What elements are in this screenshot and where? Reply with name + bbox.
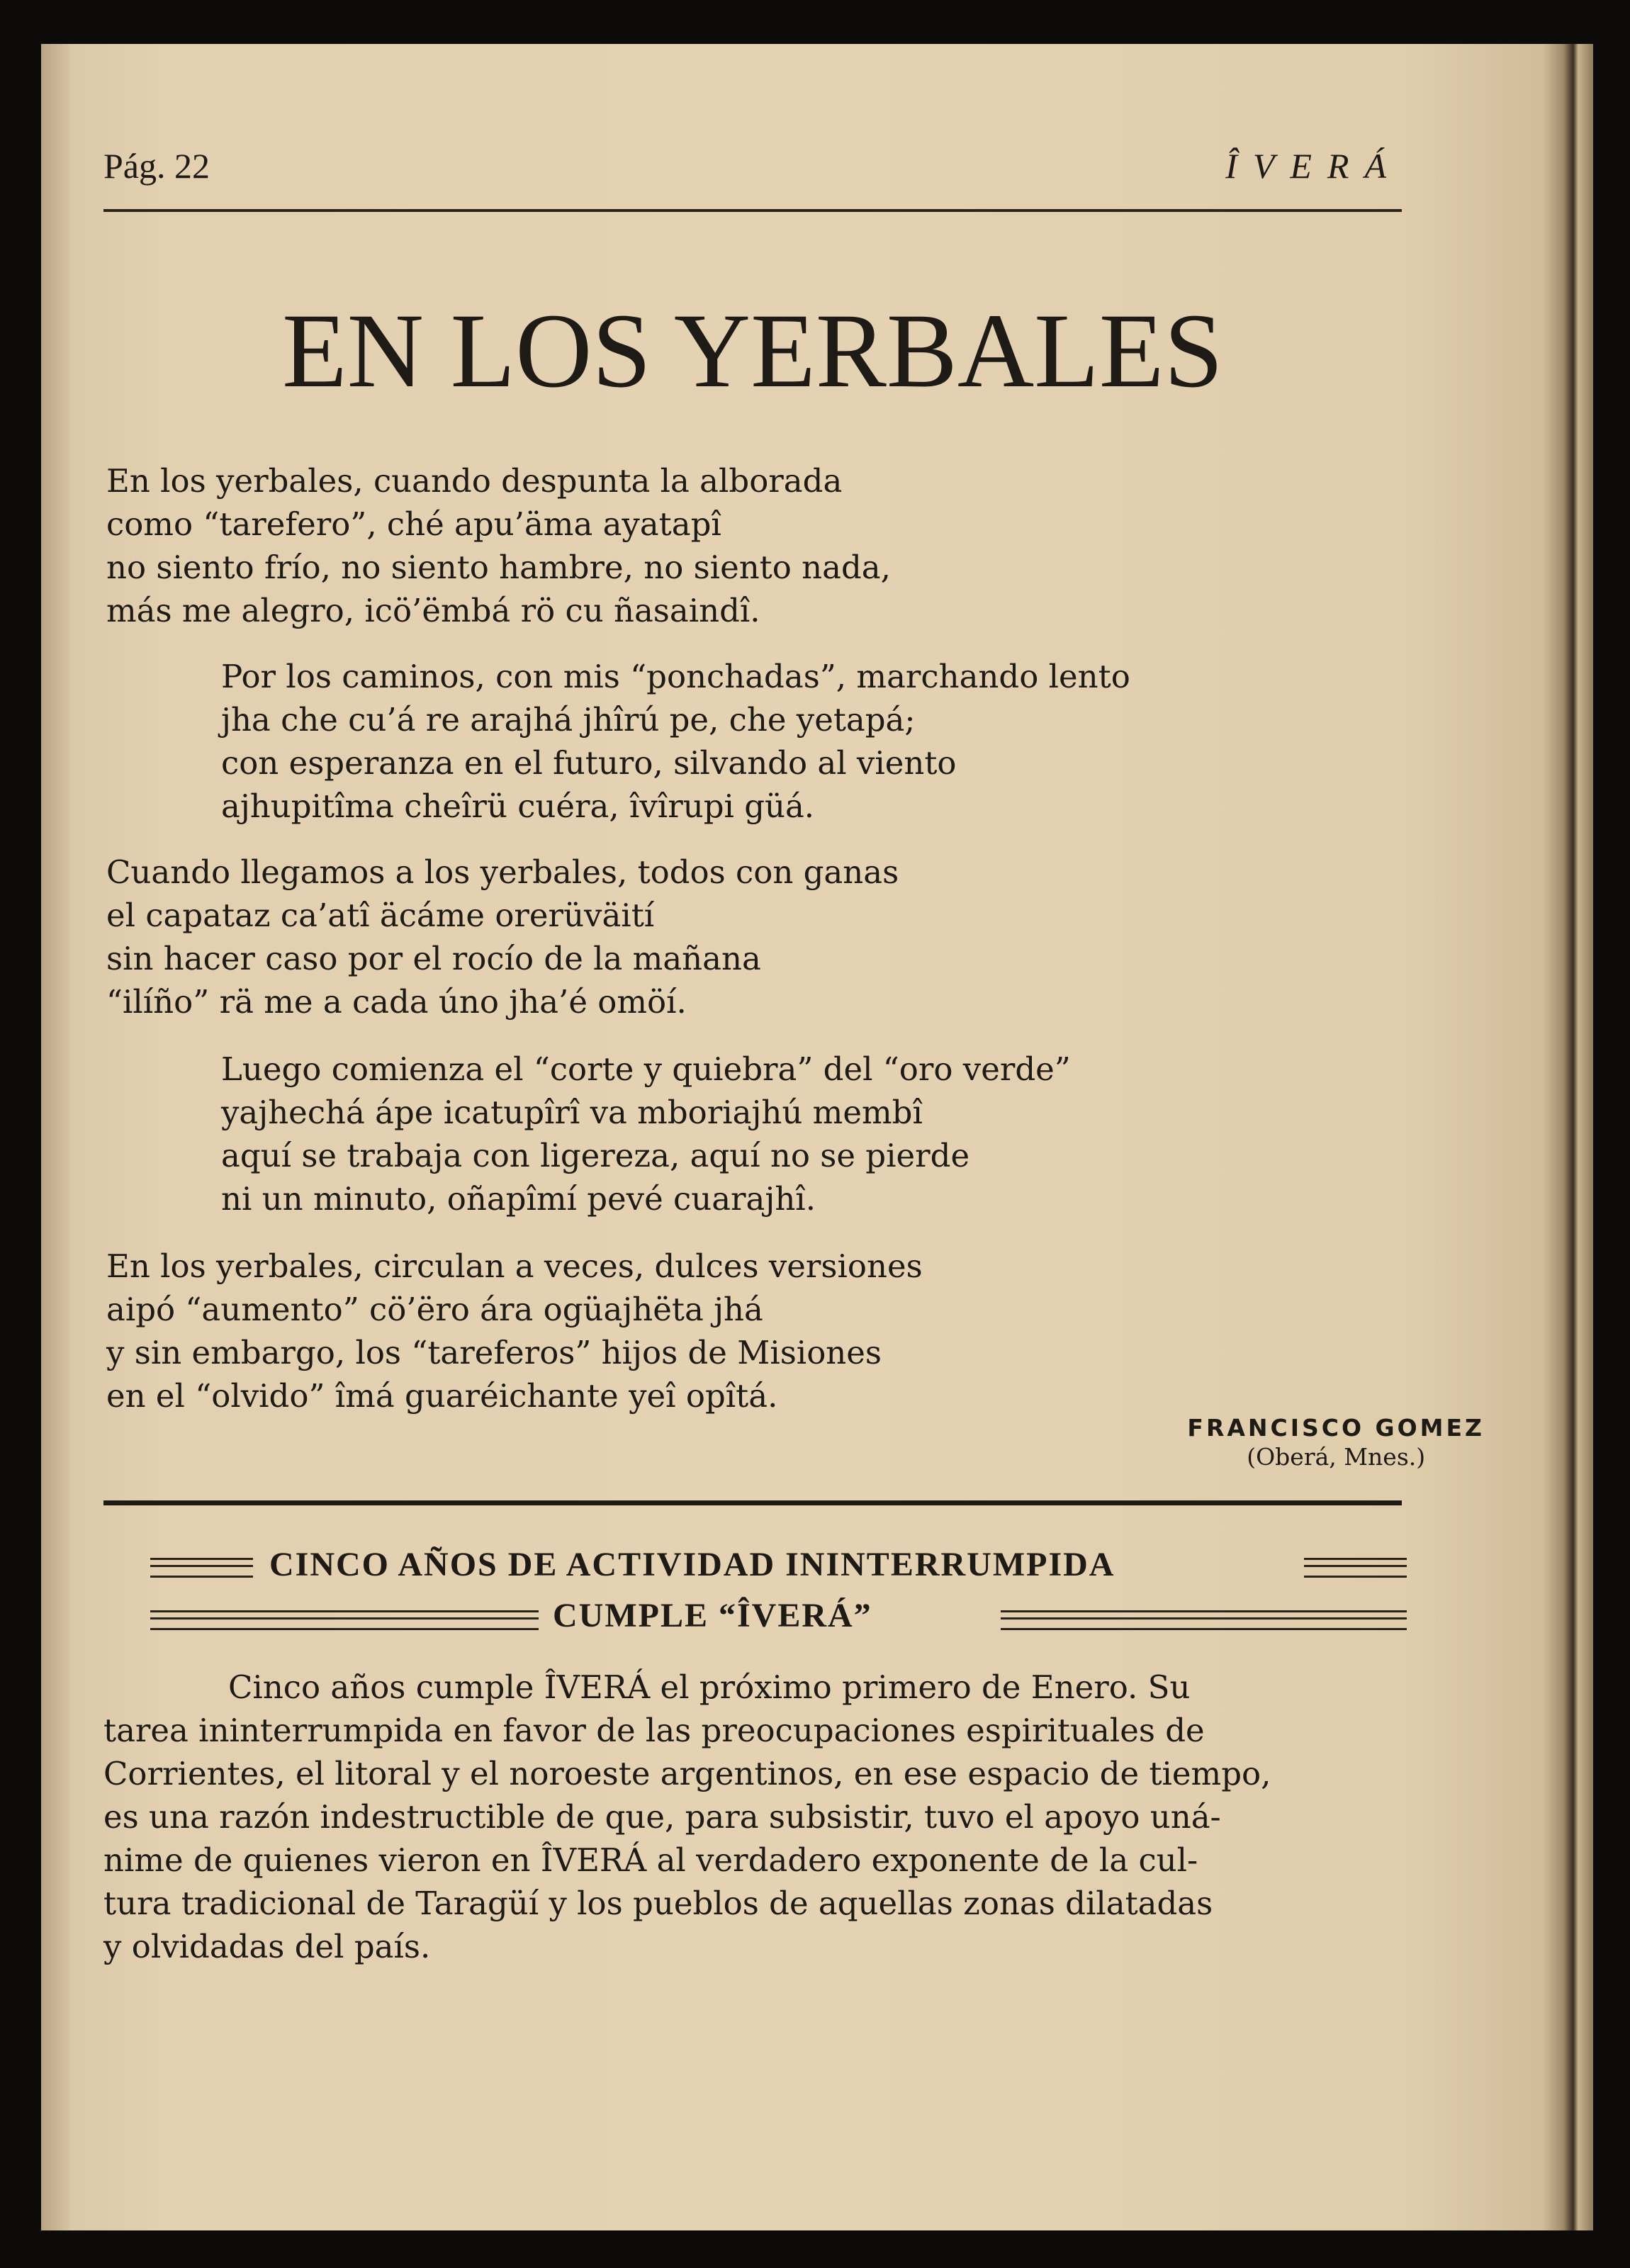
running-title: ÎVERÁ bbox=[1225, 146, 1402, 186]
article-line: nime de quienes vieron en ÎVERÁ al verdadero exponente de la cul- bbox=[103, 1841, 1198, 1879]
article-line: Cinco años cumple ÎVERÁ el próximo primero de Enero. Su bbox=[228, 1668, 1191, 1706]
verse-line: y sin embargo, los “tareferos” hijos de Misiones bbox=[106, 1334, 882, 1371]
author-location: (Oberá, Mnes.) bbox=[1247, 1443, 1426, 1471]
verse-line: “ilíño” rä me a cada úno jha’é omöí. bbox=[106, 983, 687, 1021]
verse-line: el capataz ca’atî äcáme orerüväití bbox=[106, 897, 655, 934]
verse-line: En los yerbales, circulan a veces, dulces versiones bbox=[106, 1247, 923, 1285]
poem-signature bbox=[1187, 1414, 1485, 1471]
article-body bbox=[103, 1666, 1402, 1968]
verse-line: yajhechá ápe icatupîrî va mboriajhú membî bbox=[221, 1094, 923, 1131]
article-line: tarea ininterrumpida en favor de las preocupaciones espirituales de bbox=[103, 1712, 1205, 1749]
article-line: Corrientes, el litoral y el noroeste argentinos, en ese espacio de tiempo, bbox=[103, 1755, 1271, 1792]
poem-stanza-4 bbox=[221, 1048, 1071, 1220]
verse-line: aipó “aumento” cö’ëro ára ogüajhëta jhá bbox=[106, 1291, 763, 1328]
verse-line: sin hacer caso por el rocío de la mañana bbox=[106, 940, 761, 977]
verse-line: ajhupitîma cheîrü cuéra, îvîrupi güá. bbox=[221, 787, 815, 825]
verse-line: Cuando llegamos a los yerbales, todos con ganas bbox=[106, 853, 899, 891]
verse-line: Por los caminos, con mis “ponchadas”, marchando lento bbox=[221, 658, 1130, 695]
poem-stanza-2 bbox=[221, 655, 1130, 828]
verse-line: como “tarefero”, ché apu’äma ayatapî bbox=[106, 505, 721, 543]
page-number: Pág. 22 bbox=[103, 146, 210, 186]
verse-line: En los yerbales, cuando despunta la alborada bbox=[106, 462, 843, 500]
author-name: FRANCISCO GOMEZ bbox=[1187, 1414, 1485, 1442]
verse-line: más me alegro, icö’ëmbá rö cu ñasaindî. bbox=[106, 592, 760, 629]
ornamental-rule bbox=[1001, 1610, 1407, 1630]
verse-line: en el “olvido” îmá guaréichante yeî opîtá. bbox=[106, 1377, 778, 1415]
ornamental-rule bbox=[150, 1558, 253, 1578]
verse-line: jha che cu’á re arajhá jhîrú pe, che yetapá; bbox=[221, 701, 916, 739]
verse-line: Luego comienza el “corte y quiebra” del “oro verde” bbox=[221, 1050, 1071, 1088]
article-line: es una razón indestructible de que, para subsistir, tuvo el apoyo uná- bbox=[103, 1798, 1221, 1836]
verse-line: no siento frío, no siento hambre, no siento nada, bbox=[106, 549, 891, 586]
header-rule bbox=[103, 209, 1402, 212]
verse-line: con esperanza en el futuro, silvando al viento bbox=[221, 744, 957, 782]
poem-stanza-1 bbox=[106, 459, 891, 632]
verse-line: ni un minuto, oñapîmí pevé cuarajhî. bbox=[221, 1180, 816, 1218]
section-divider bbox=[103, 1500, 1402, 1505]
article-line: y olvidadas del país. bbox=[103, 1928, 431, 1965]
ornamental-rule bbox=[150, 1610, 539, 1630]
ornamental-rule bbox=[1304, 1558, 1407, 1578]
article-headline: CINCO AÑOS DE ACTIVIDAD ININTERRUMPIDA bbox=[269, 1546, 1115, 1583]
page-left-edge bbox=[41, 44, 69, 2230]
page-binding-edge bbox=[1544, 44, 1593, 2230]
article-line: tura tradicional de Taragüí y los pueblos de aquellas zonas dilatadas bbox=[103, 1885, 1213, 1922]
article-subheadline: CUMPLE “ÎVERÁ” bbox=[553, 1597, 872, 1634]
verse-line: aquí se trabaja con ligereza, aquí no se pierde bbox=[221, 1137, 970, 1174]
poem-stanza-5 bbox=[106, 1245, 923, 1418]
poem-title: EN LOS YERBALES bbox=[282, 292, 1223, 410]
poem-stanza-3 bbox=[106, 850, 899, 1023]
page-header bbox=[103, 145, 1402, 195]
